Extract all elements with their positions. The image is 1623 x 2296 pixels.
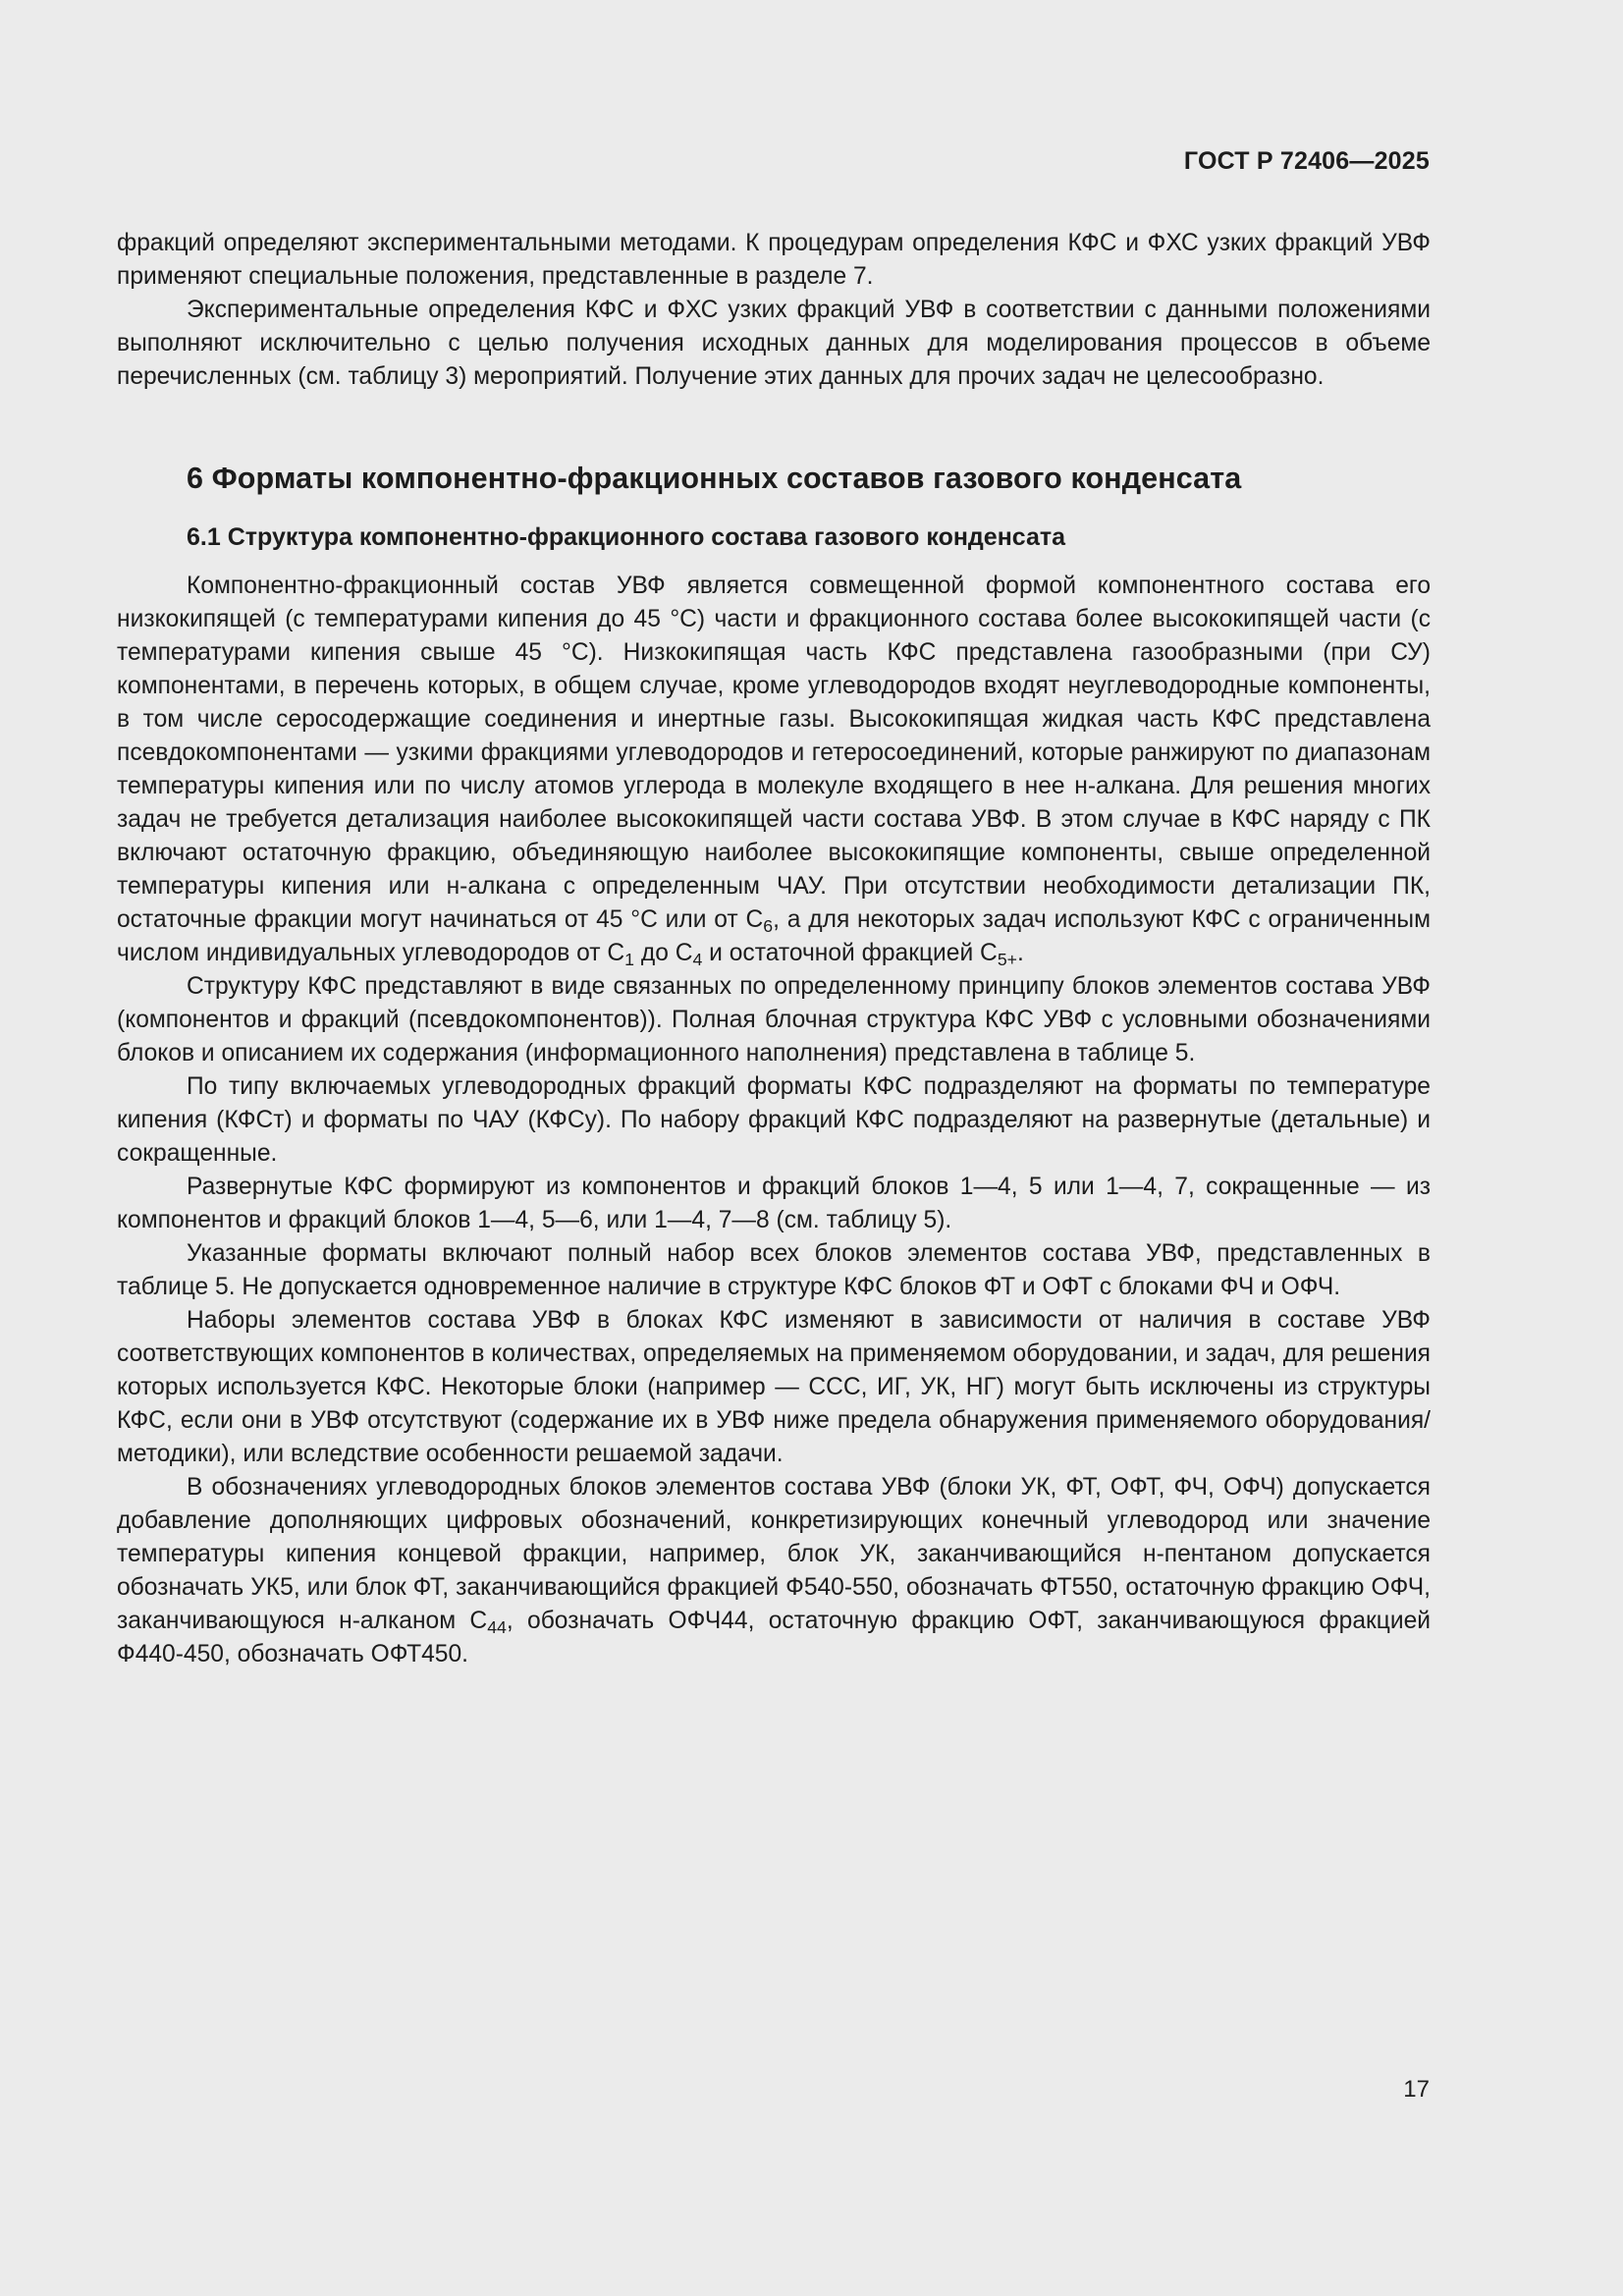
subscript: 6	[763, 915, 774, 936]
text-run: .	[1017, 940, 1024, 966]
paragraph-format-blocks: Указанные форматы включают полный набор всех блоков элементов состава УВФ, представленных в таблице 5. Не допускается одновременное наличие в структуре КФС блоков ФТ и ОФТ с блоками ФЧ и ОФЧ.	[117, 1240, 1431, 1300]
intro-paragraph-1: фракций определяют экспериментальными методами. К процедурам определения КФС и ФХС узких фракций УВФ применяют специальные положения, представленные в разделе 7.	[117, 230, 1431, 290]
paragraph-kfs-structure: Структуру КФС представляют в виде связанных по определенному принципу блоков элементов состава УВФ (компонентов и фракций (псевдокомпонентов)). Полная блочная структура КФС УВФ с условными обозначениями блоков и описанием их содержания (информационного наполнения) представлена в таблице 5.	[117, 973, 1431, 1066]
paragraph-block-designations	[117, 1471, 1431, 1671]
subsection-heading: 6.1 Структура компонентно-фракционного состава газового конденсата	[187, 523, 1066, 551]
paragraph-element-sets: Наборы элементов состава УВФ в блоках КФС изменяют в зависимости от наличия в составе УВФ соответствующих компонентов в количествах, определяемых на применяемом оборудовании, и задач, для решения которых используется КФС. Некоторые блоки (например — ССС, ИГ, УК, НГ) могут быть исключены из структуры КФС, если они в УВФ отсутствуют (содержание их в УВФ ниже предела обнаружения применяемого оборудования/методики), или вследствие особенности решаемой задачи.	[117, 1307, 1431, 1467]
text-run: Компонентно-фракционный состав УВФ является совмещенной формой компонентного состава его низкокипящей (с температурами кипения до 45 °С) части и фракционного состава более высококипящей части (с температурами кипения свыше 45 °С). Низкокипящая часть КФС представлена газообразными (при СУ) компонентами, в перечень которых, в общем случае, кроме углеводородов входят неуглеводородные компоненты, в том числе серосодержащие соединения и инертные газы. Высококипящая жидкая часть КФС представлена псевдокомпонентами — узкими фракциями углеводородов и гетеросоединений, которые ранжируют по диапазонам температуры кипения или по числу атомов углерода в молекуле входящего в нее н-алкана. Для решения многих задач не требуется детализация наиболее высококипящей части состава УВФ. В этом случае в КФС наряду с ПК включают остаточную фракцию, объединяющую наиболее высококипящие компоненты, свыше определенной температуры кипения или н-алкана с определенным ЧАУ. При отсутствии необходимости детализации ПК, остаточные фракции могут начинаться от 45 °С или от C	[117, 573, 1431, 933]
document-id-header: ГОСТ Р 72406—2025	[1183, 147, 1430, 175]
paragraph-kfs-formats: По типу включаемых углеводородных фракций форматы КФС подразделяют на форматы по температуре кипения (КФСт) и форматы по ЧАУ (КФСу). По набору фракций КФС подразделяют на развернутые (детальные) и сокращенные.	[117, 1073, 1431, 1167]
text-run: В обозначениях углеводородных блоков элементов состава УВФ (блоки УК, ФТ, ОФТ, ФЧ, ОФЧ) допускается добавление дополняющих цифровых обозначений, конкретизирующих конечный углеводород или значение температуры кипения концевой фракции, например, блок УК, заканчивающийся н-пентаном допускается обозначать УК5, или блок ФТ, заканчивающийся фракцией Ф540-550, обозначать ФТ550, остаточную фракцию ОФЧ, заканчивающуюся н-алканом C	[117, 1474, 1431, 1634]
intro-text	[117, 227, 1431, 394]
section-body-text	[117, 570, 1431, 1671]
page-number: 17	[1403, 2076, 1430, 2103]
text-run: и остаточной фракцией C	[702, 940, 998, 966]
text-run: , а для некоторых задач используют КФС с ограниченным числом индивидуальных углеводородов от C	[117, 906, 1432, 966]
intro-paragraph-2: Экспериментальные определения КФС и ФХС узких фракций УВФ в соответствии с данными положениями выполняют исключительно с целью получения исходных данных для моделирования процессов в объеме перечисленных (см. таблицу 3) мероприятий. Получение этих данных для прочих задач не целесообразно.	[117, 297, 1431, 390]
subscript: 5+	[997, 949, 1017, 969]
section-heading: 6 Форматы компонентно-фракционных составов газового конденсата	[187, 462, 1242, 495]
text-run: до C	[634, 940, 693, 966]
paragraph-kfs-definition	[117, 570, 1431, 970]
subscript: 44	[487, 1616, 507, 1637]
subscript: 1	[624, 949, 635, 969]
subscript: 4	[692, 949, 703, 969]
text-run: , обозначать ОФЧ44, остаточную фракцию ОФТ, заканчивающуюся фракцией Ф440-450, обозначать ОФТ450.	[117, 1608, 1431, 1667]
paragraph-expanded-kfs: Развернутые КФС формируют из компонентов и фракций блоков 1—4, 5 или 1—4, 7, сокращенные — из компонентов и фракций блоков 1—4, 5—6, или 1—4, 7—8 (см. таблицу 5).	[117, 1174, 1431, 1233]
